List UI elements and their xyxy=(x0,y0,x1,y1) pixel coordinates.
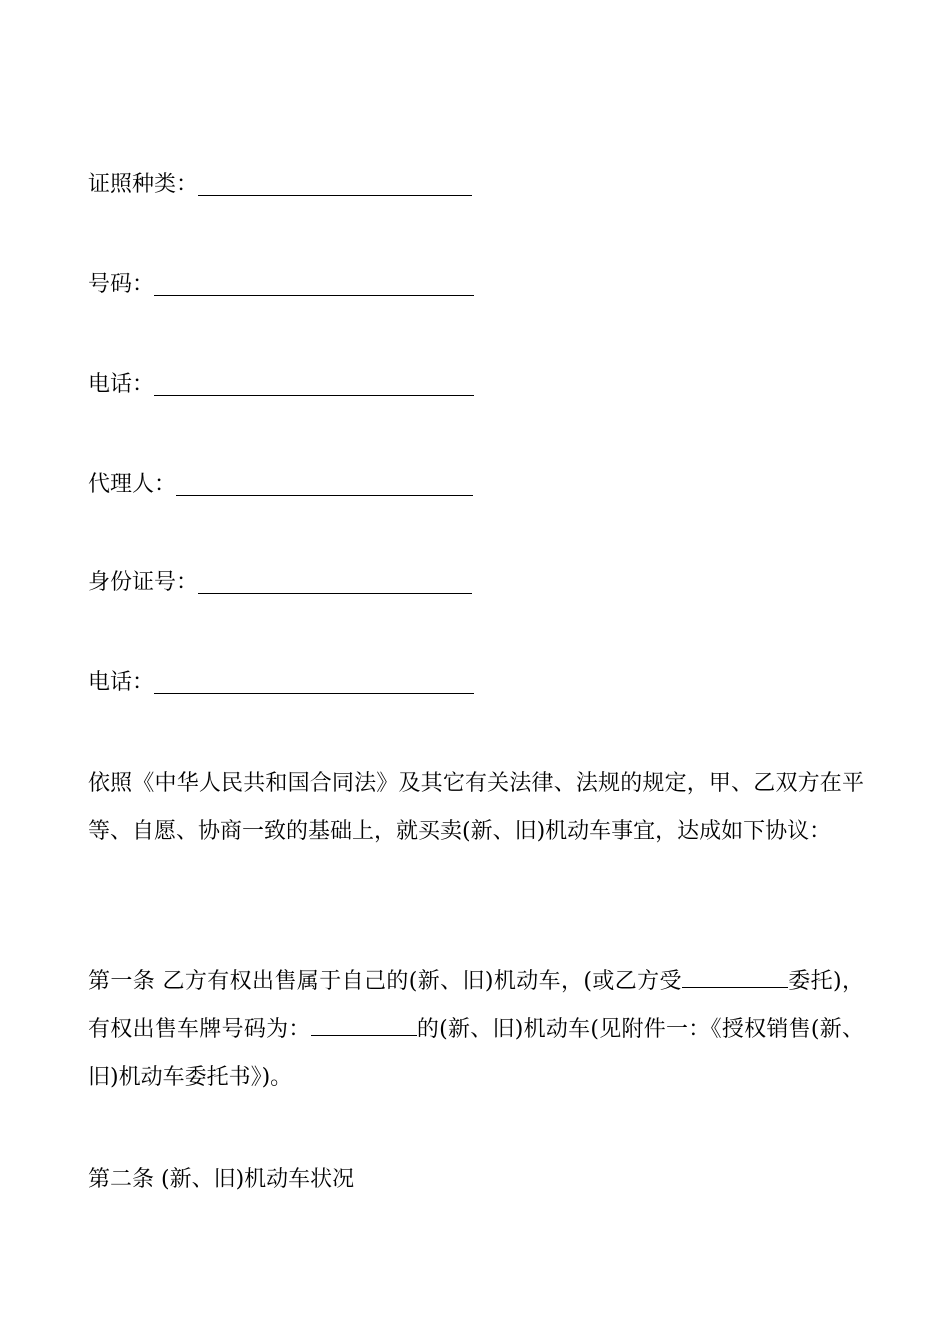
article-1-paragraph xyxy=(88,958,864,1102)
fill-in-blank[interactable] xyxy=(154,671,474,694)
field-agent xyxy=(88,470,473,500)
field-label: 电话： xyxy=(88,372,155,397)
field-label: 证照种类： xyxy=(88,172,199,197)
field-label: 代理人： xyxy=(88,472,177,497)
article-1-text-b: 委托)，有权出售车牌号码为： xyxy=(88,969,864,1042)
article-1-text-a: 第一条 乙方有权出售属于自己的(新、旧)机动车，(或乙方受 xyxy=(88,969,682,994)
field-id-number xyxy=(88,568,472,598)
field-label: 身份证号： xyxy=(88,570,199,595)
fill-in-blank[interactable] xyxy=(198,571,472,594)
fill-in-blank[interactable] xyxy=(154,273,474,296)
article-2-heading: 第二条 (新、旧)机动车状况 xyxy=(88,1167,355,1192)
fill-in-blank[interactable] xyxy=(682,967,788,988)
field-number xyxy=(88,270,474,300)
fill-in-blank[interactable] xyxy=(176,473,473,496)
field-license-type xyxy=(88,170,472,200)
fill-in-blank[interactable] xyxy=(154,373,474,396)
fill-in-blank[interactable] xyxy=(198,173,472,196)
fill-in-blank[interactable] xyxy=(311,1015,417,1036)
field-phone xyxy=(88,370,474,400)
intro-paragraph: 依照《中华人民共和国合同法》及其它有关法律、法规的规定，甲、乙双方在平等、自愿、协商一致的基础上，就买卖(新、旧)机动车事宜，达成如下协议： xyxy=(88,771,864,844)
field-phone-2 xyxy=(88,668,474,698)
field-label: 号码： xyxy=(88,272,155,297)
article-1-text-c: 的(新、旧)机动车(见附件一：《授权销售(新、旧)机动车委托书》)。 xyxy=(88,1017,864,1090)
field-label: 电话： xyxy=(88,670,155,695)
